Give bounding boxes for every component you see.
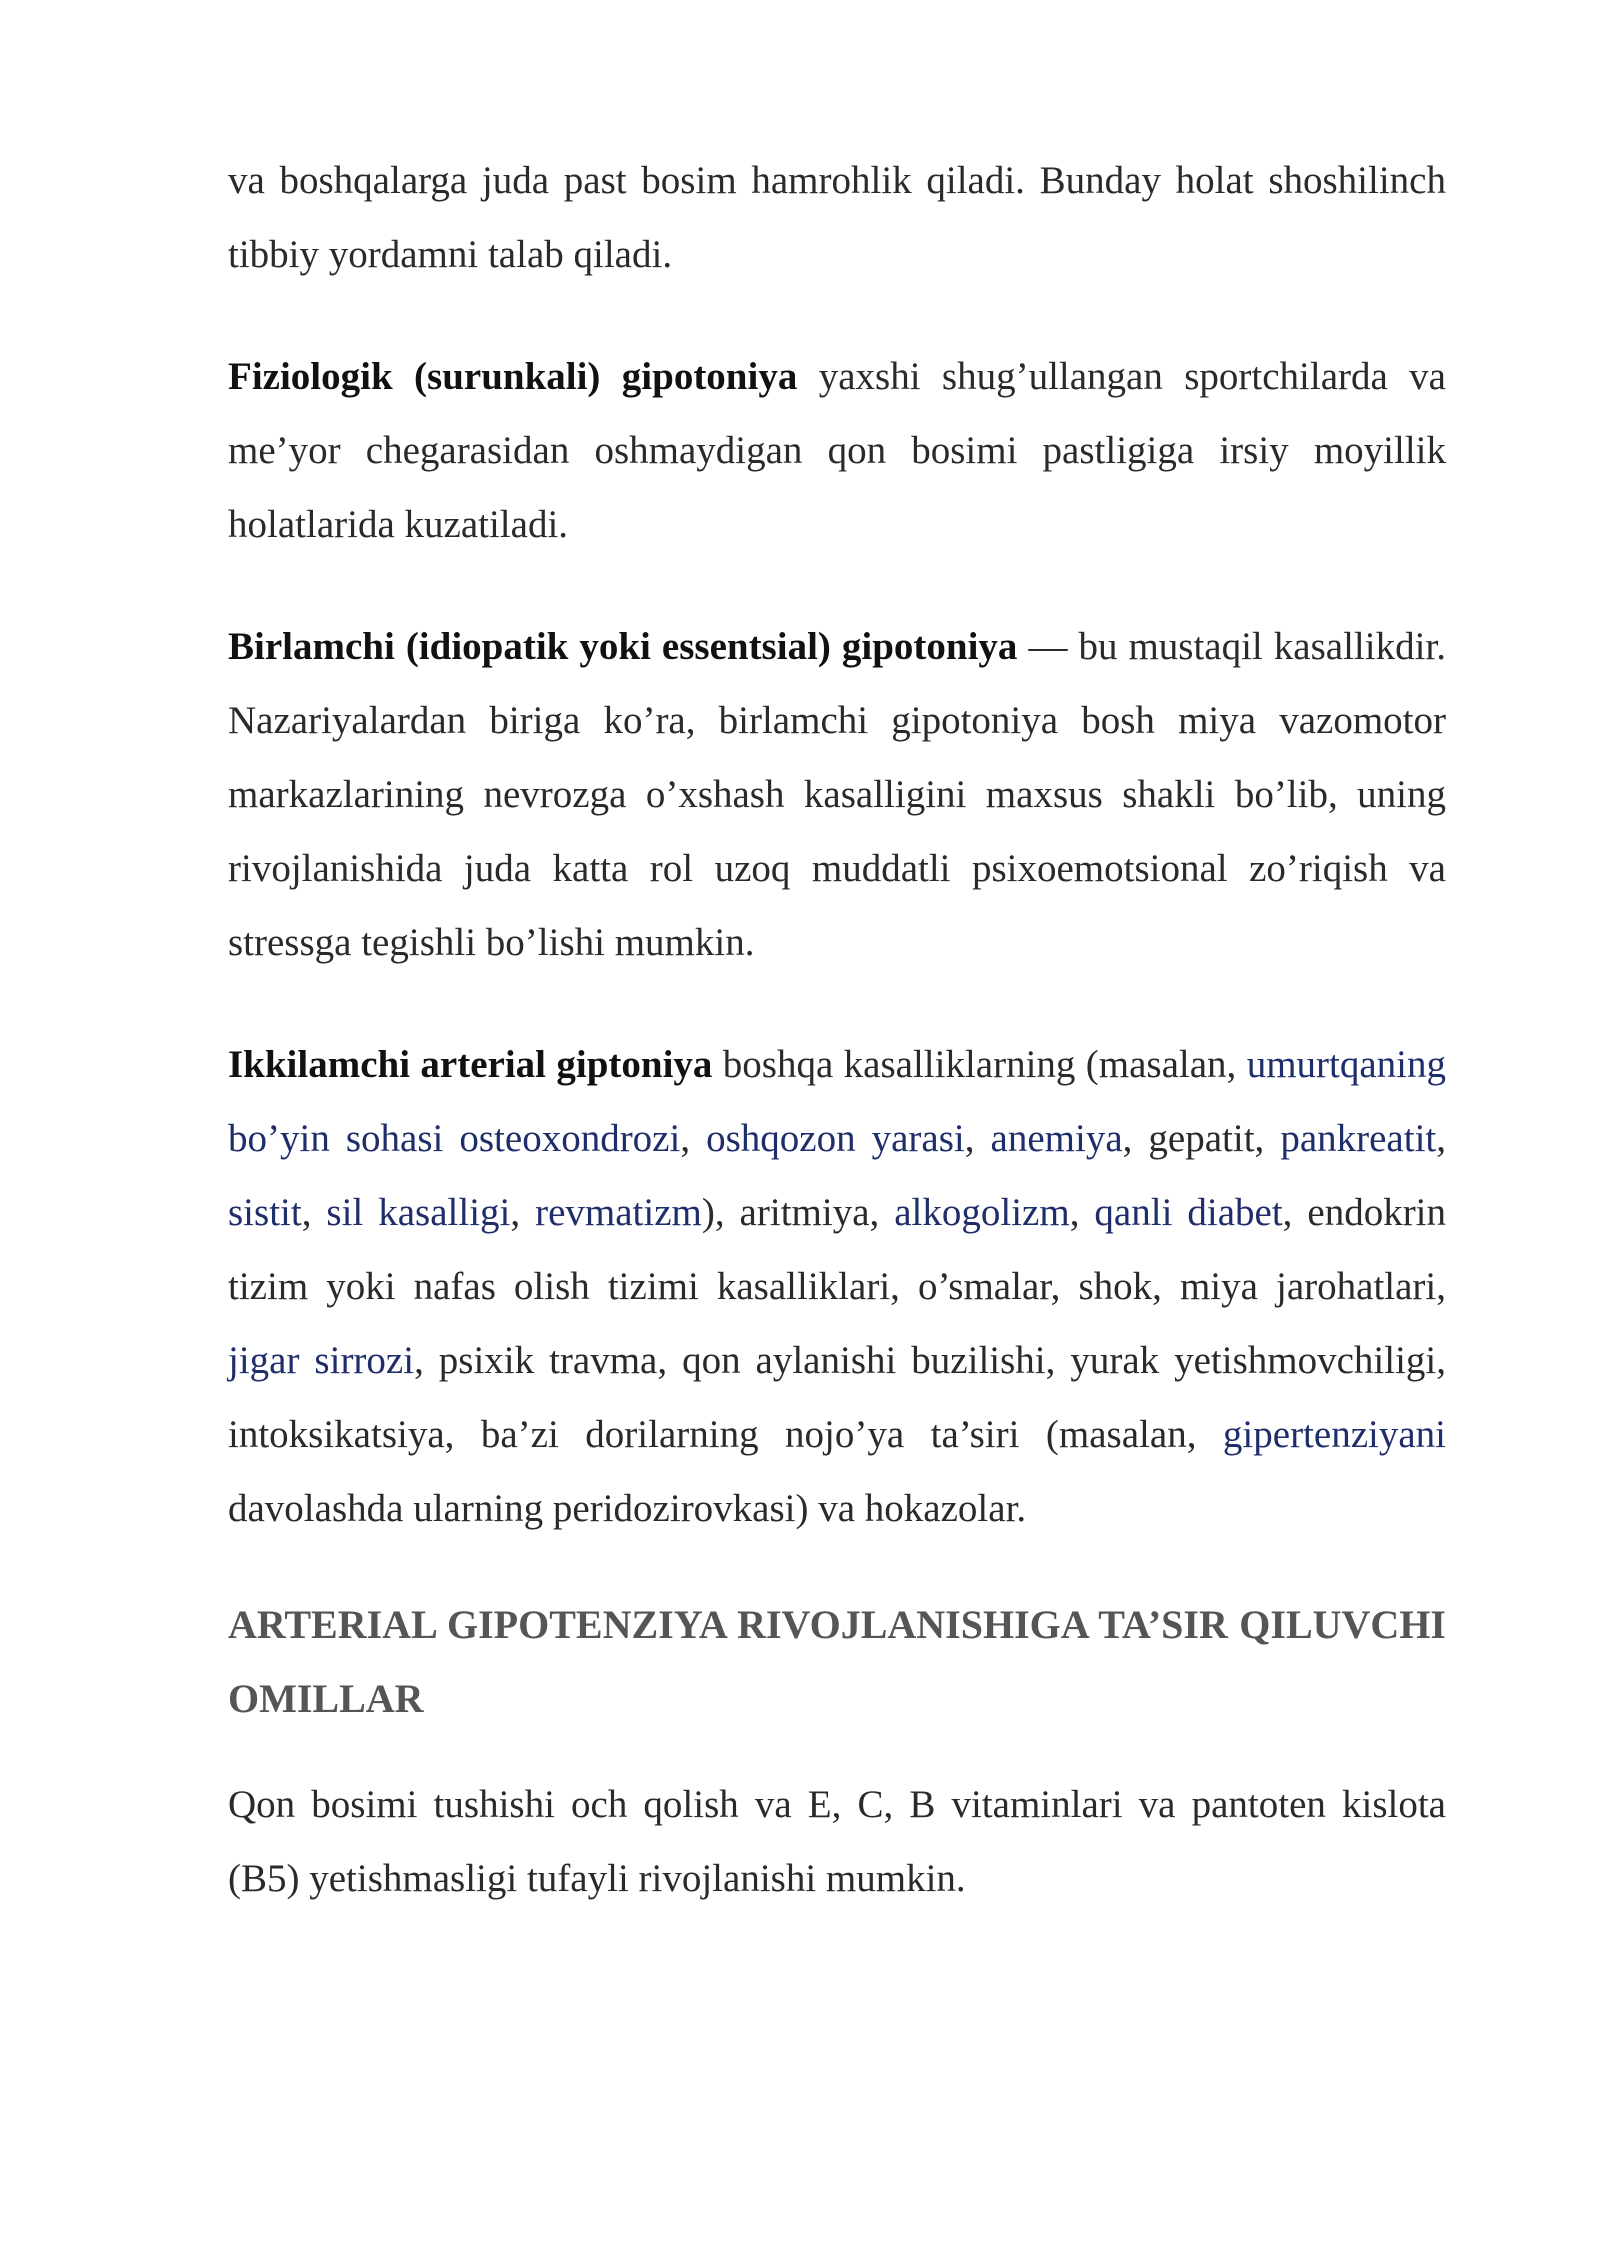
link-diabetes[interactable]: qanli diabet xyxy=(1094,1191,1283,1234)
link-anemia[interactable]: anemiya xyxy=(990,1117,1123,1160)
term-primary: Birlamchi (idiopatik yoki essentsial) gipotoniya xyxy=(228,625,1018,668)
secondary-text: , gepatit, xyxy=(1122,1117,1281,1160)
term-secondary: Ikkilamchi arterial giptoniya xyxy=(228,1043,713,1086)
secondary-text: , xyxy=(680,1117,707,1160)
secondary-text: boshqa kasalliklarning (masalan, xyxy=(712,1043,1247,1086)
secondary-text: , xyxy=(1069,1191,1095,1234)
secondary-text: , psixik travma, qon aylanishi buzilishi, yurak yetishmovchiligi, intoksikatsiya, ba’zi dorilarning nojo’ya ta’siri (masalan, xyxy=(228,1339,1446,1456)
link-pancreatitis[interactable]: pankreatit xyxy=(1280,1117,1437,1160)
factors-text: Qon bosimi tushishi och qolish va E, C, B vitaminlari va pantoten kislota (B5) yetishmasligi tufayli rivojlanishi mumkin. xyxy=(228,1783,1446,1900)
link-osteochondrosis[interactable]: umurtqaning bo’yin sohasi osteoxondrozi xyxy=(228,1043,1446,1160)
secondary-text: , endokrin tizim yoki nafas olish tizimi kasalliklari, o’smalar, shok, miya jarohatlari, xyxy=(228,1191,1447,1308)
secondary-text: , xyxy=(510,1191,536,1234)
secondary-text: , xyxy=(301,1191,327,1234)
link-alcoholism[interactable]: alkogolizm xyxy=(894,1191,1070,1234)
link-tuberculosis[interactable]: sil kasalligi xyxy=(326,1191,511,1234)
secondary-text: , xyxy=(1436,1117,1447,1160)
link-hypertension[interactable]: gipertenziyani xyxy=(1222,1413,1446,1456)
link-cystitis[interactable]: sistit xyxy=(228,1191,302,1234)
document-page xyxy=(228,144,1446,1916)
intro-text: va boshqalarga juda past bosim hamrohlik qiladi. Bunday holat shoshilinch tibbiy yordamni talab qiladi. xyxy=(228,159,1446,276)
paragraph-intro xyxy=(228,144,1446,292)
section-heading: ARTERIAL GIPOTENZIYA RIVOJLANISHIGA TA’SIR QILUVCHI OMILLAR xyxy=(228,1602,1446,1721)
paragraph-primary xyxy=(228,610,1446,980)
secondary-text: , xyxy=(964,1117,991,1160)
paragraph-secondary xyxy=(228,1028,1446,1546)
primary-text: — bu mustaqil kasallikdir. Nazariyalardan biriga ko’ra, birlamchi gipotoniya bosh miya vazomotor markazlarining nevrozga o’xshash kasalligini maxsus shakli bo’lib, uning rivojlanishida juda katta rol uzoq muddatli psixoemotsional zo’riqish va stressga tegishli bo’lishi mumkin. xyxy=(228,625,1446,964)
link-liver-cirrhosis[interactable]: jigar sirrozi xyxy=(228,1339,415,1382)
paragraph-physiological xyxy=(228,340,1446,562)
paragraph-factors xyxy=(228,1768,1446,1916)
secondary-text: davolashda ularning peridozirovkasi) va hokazolar. xyxy=(228,1487,1027,1530)
term-physiological: Fiziologik (surunkali) gipotoniya xyxy=(228,355,798,398)
link-rheumatism[interactable]: revmatizm xyxy=(535,1191,702,1234)
secondary-text: ), aritmiya, xyxy=(701,1191,895,1234)
physiological-text: yaxshi shug’ullangan sportchilarda va me’yor chegarasidan oshmaydigan qon bosimi pastligiga irsiy moyillik holatlarida kuzatiladi. xyxy=(228,355,1446,546)
link-stomach-ulcer[interactable]: oshqozon yarasi xyxy=(706,1117,965,1160)
